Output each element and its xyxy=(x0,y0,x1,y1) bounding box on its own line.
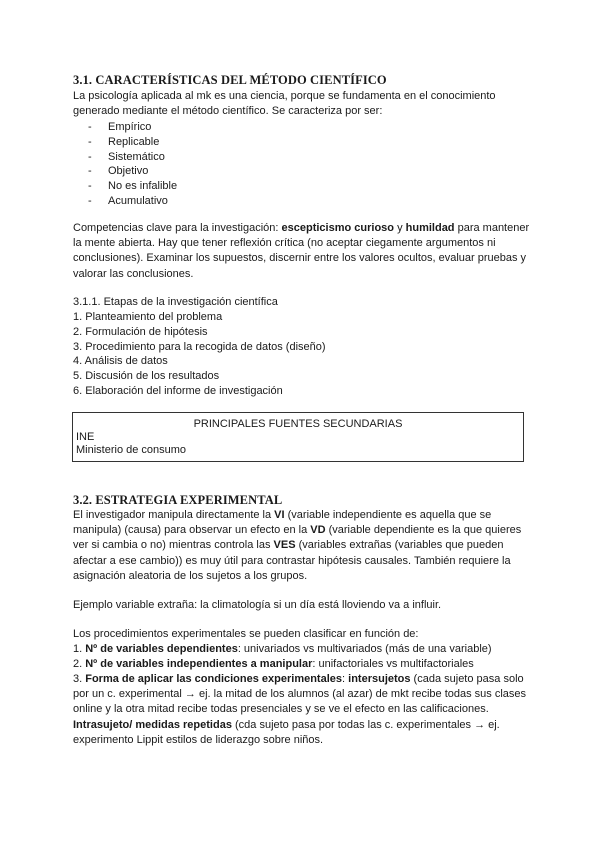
list-item: 2. Formulación de hipótesis xyxy=(73,325,208,338)
competencies-paragraph: Competencias clave para la investigación: escepticismo curioso y humildad para mantener la mente abierta. Hay que tener reflexión crítica (no aceptar ciegamente argumentos ni conclusiones). Examinar los supuestos, discernir entre los valores ocultos, evaluar pruebas y valorar las conclusiones. xyxy=(73,222,530,280)
sources-box xyxy=(72,412,524,462)
characteristics-list xyxy=(88,120,177,209)
section-heading: 3.2. ESTRATEGIA EXPERIMENTAL xyxy=(73,493,283,507)
section-heading: 3.1. CARACTERÍSTICAS DEL MÉTODO CIENTÍFICO xyxy=(73,73,387,87)
classification-item: 1. Nº de variables dependientes: univariados vs multivariados (más de una variable) xyxy=(73,643,492,655)
list-item: - Replicable xyxy=(88,135,160,148)
list-item: 1. Planteamiento del problema xyxy=(73,311,223,323)
experimental-paragraph: El investigador manipula directamente la VI (variable independiente es aquella que se manipula) (causa) para observar un efecto en la VD (variable dependiente es la que quieres ver si cambia o no) mientras controla las VES (variables extrañas (variables que pueden afectar a ese cambio)) es muy útil para contrastar hipótesis causales. También requiere la asignación aleatoria de los sujetos a los grupos. xyxy=(73,509,522,582)
list-item: - Objetivo xyxy=(88,165,149,178)
stages-list xyxy=(73,310,326,399)
sources-box-item: Ministerio de consumo xyxy=(76,444,187,456)
list-item: - Empírico xyxy=(88,121,152,133)
list-item: 3. Procedimiento para la recogida de datos (diseño) xyxy=(73,340,326,353)
list-item: - Sistemático xyxy=(88,150,165,163)
sources-box-item: INE xyxy=(76,431,95,443)
example-paragraph: Ejemplo variable extraña: la climatología si un día está lloviendo va a influir. xyxy=(73,599,442,611)
subsection-title: 3.1.1. Etapas de la investigación científica xyxy=(73,296,278,308)
list-item: 5. Discusión de los resultados xyxy=(73,370,220,383)
list-item: 6. Elaboración del informe de investigación xyxy=(73,384,283,397)
classification-item: 3. Forma de aplicar las condiciones experimentales: intersujetos (cada sujeto pasa solo por un c. experimental → ej. la mitad de los alumnos (al azar) de mkt recibe todas sus clases online y la otra mitad recibe todas presenciales y se ve el efecto en las calificaciones. Intrasujeto/ medidas repetidas (cda sujeto pasa por todas las c. experimentales → ej. experimento Lippit estilos de liderazgo sobre niños. xyxy=(73,673,527,746)
sources-box-title: PRINCIPALES FUENTES SECUNDARIAS xyxy=(193,418,403,430)
list-item: - Acumulativo xyxy=(88,194,168,207)
intro-paragraph: La psicología aplicada al mk es una ciencia, porque se fundamenta en el conocimiento generado mediante el método científico. Se caracteriza por ser: xyxy=(73,90,496,118)
list-item: - No es infalible xyxy=(88,180,178,193)
list-item: 4. Análisis de datos xyxy=(73,355,168,368)
classification-item: 2. Nº de variables independientes a manipular: unifactoriales vs multifactoriales xyxy=(73,658,474,670)
classification-intro: Los procedimientos experimentales se pueden clasificar en función de: xyxy=(73,628,419,640)
